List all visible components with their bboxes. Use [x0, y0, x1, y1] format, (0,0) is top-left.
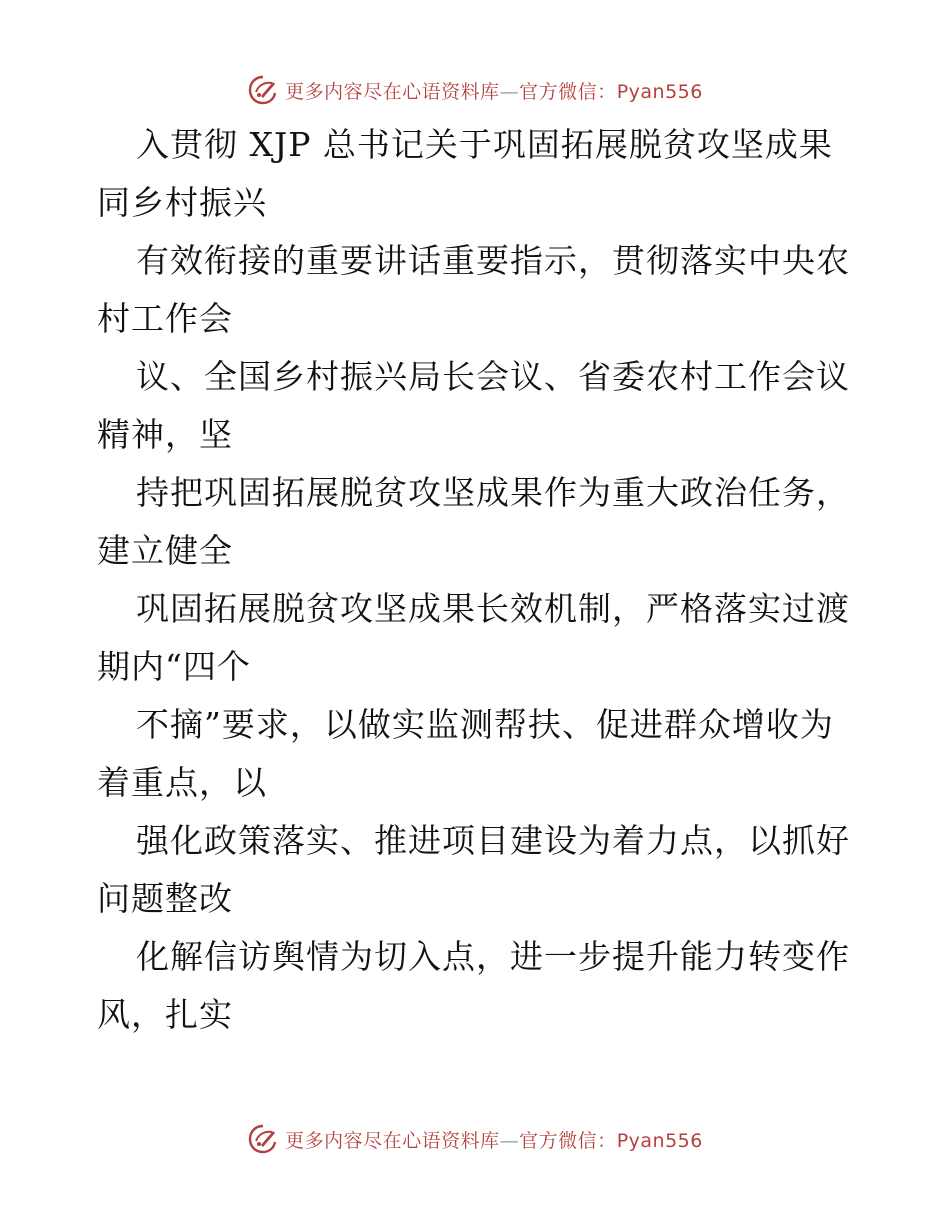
paragraph-line: 议、全国乡村振兴局长会议、省委农村工作会议: [136, 357, 850, 396]
paragraph-line: 同乡村振兴: [97, 183, 267, 222]
paragraph-line: 入贯彻 XJP 总书记关于巩固拓展脱贫攻坚成果: [136, 125, 833, 164]
paragraph-line: 巩固拓展脱贫攻坚成果长效机制，严格落实过渡: [136, 589, 850, 628]
paragraph-line: 不摘”要求，以做实监测帮扶、促进群众增收为: [136, 705, 834, 744]
document-body: [97, 116, 877, 1044]
paragraph-line: 持把巩固拓展脱贫攻坚成果作为重大政治任务，: [136, 473, 850, 512]
paragraph-line: 村工作会: [97, 299, 233, 338]
banner-text: 更多内容尽在心语资料库—官方微信：Pyan556: [285, 1129, 703, 1152]
paragraph-line: 着重点，以: [97, 763, 267, 802]
paragraph-line: 精神，坚: [97, 415, 233, 454]
paragraph-line: 化解信访舆情为切入点，进一步提升能力转变作: [136, 937, 850, 976]
paragraph-line: 期内“四个: [97, 647, 251, 686]
banner-text: 更多内容尽在心语资料库—官方微信：Pyan556: [285, 80, 703, 103]
paragraph-line: 有效衔接的重要讲话重要指示，贯彻落实中央农: [136, 241, 850, 280]
pen-swirl-logo-icon: [247, 1123, 279, 1155]
footer-banner: [0, 1119, 950, 1159]
paragraph-line: 问题整改: [97, 879, 233, 918]
paragraph-line: 强化政策落实、推进项目建设为着力点，以抓好: [136, 821, 850, 860]
header-banner: [0, 70, 950, 110]
pen-swirl-logo-icon: [247, 74, 279, 106]
paragraph-line: 风，扎实: [97, 995, 233, 1034]
paragraph-line: 建立健全: [97, 531, 233, 570]
